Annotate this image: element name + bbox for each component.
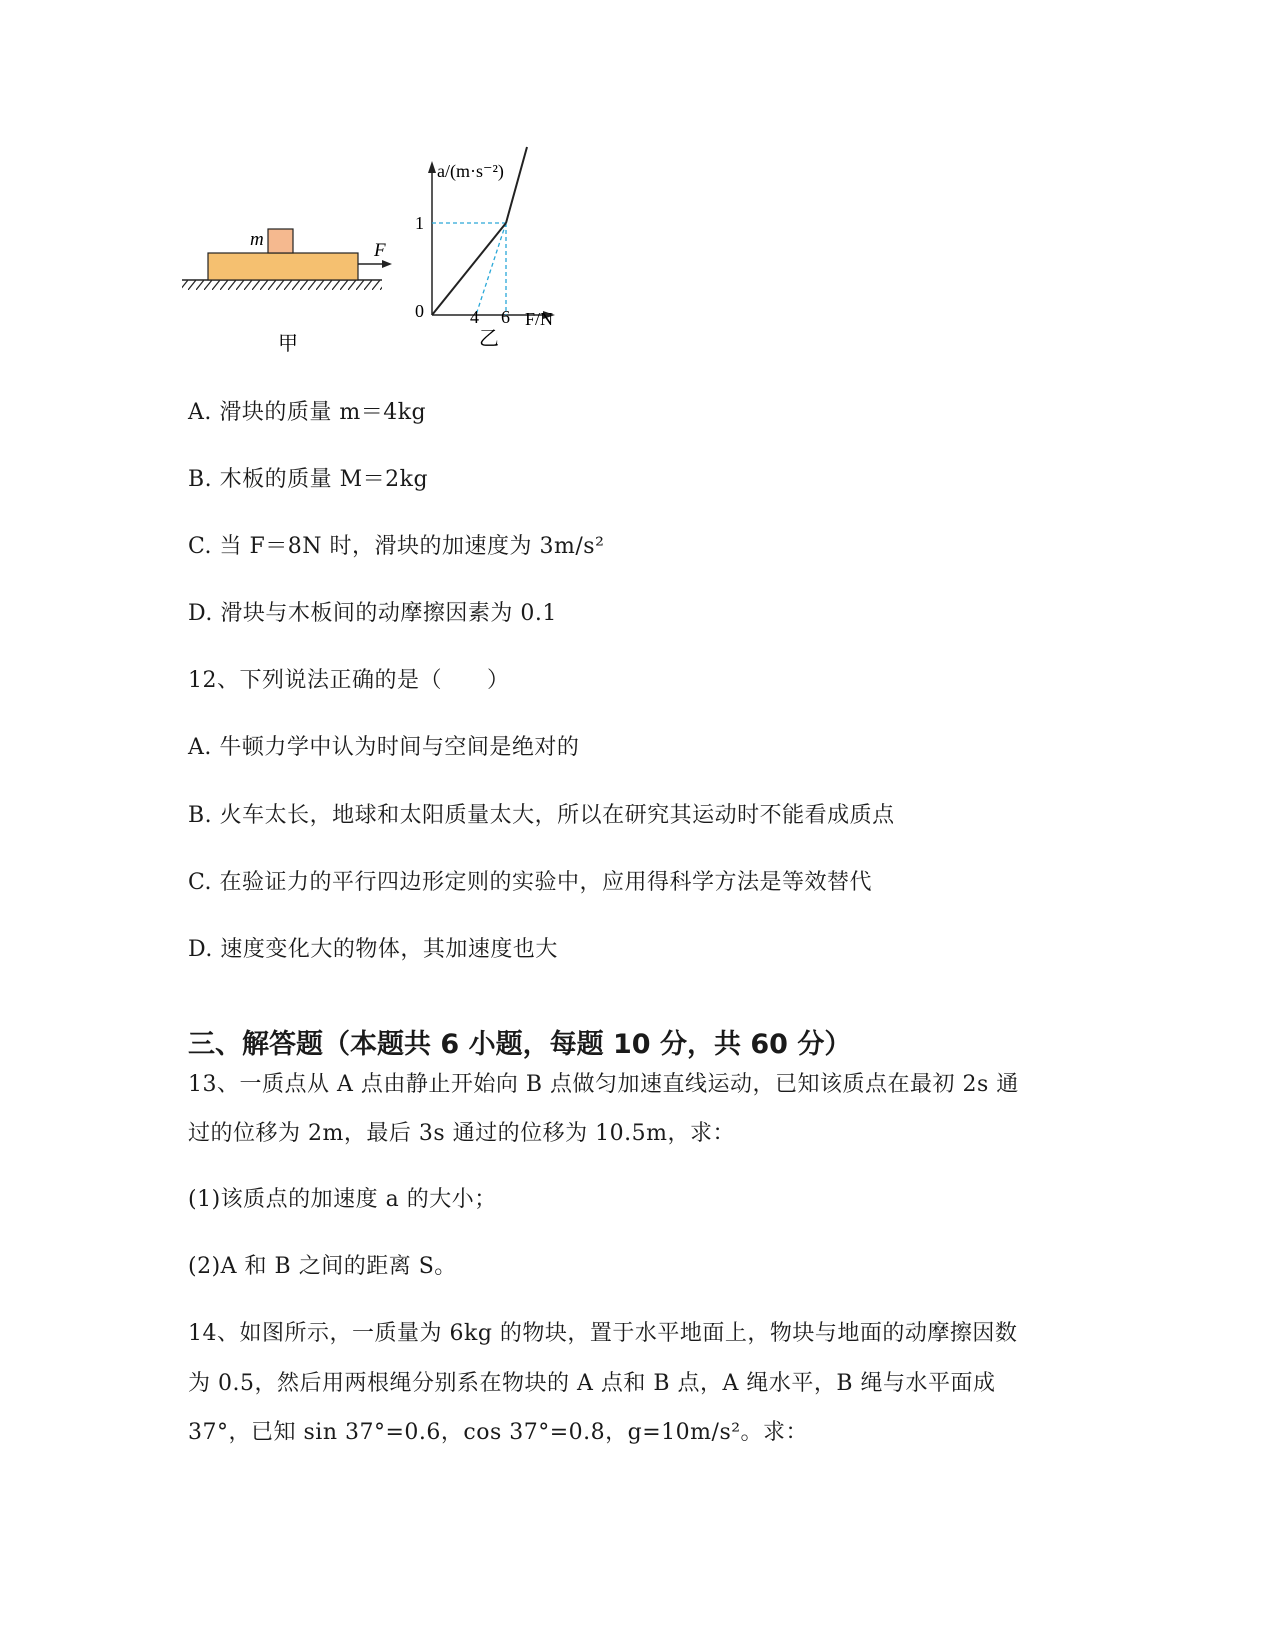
- figure-jia: [180, 220, 410, 360]
- graph-segment-2: [506, 147, 527, 223]
- force-label: F: [374, 240, 386, 261]
- mass-label: m: [250, 229, 264, 250]
- q11-option-d: D. 滑块与木板间的动摩擦因素为 0.1: [188, 601, 557, 626]
- q13-sub-1: (1)该质点的加速度 a 的大小；: [188, 1187, 497, 1212]
- slider-block: [268, 229, 293, 253]
- origin-label: 0: [415, 301, 424, 321]
- y-axis-arrowhead: [428, 161, 436, 173]
- q13-line-1: 13、一质点从 A 点由静止开始向 B 点做匀加速直线运动，已知该质点在最初 2s 通: [188, 1072, 1019, 1097]
- figure-yi-graph: [405, 145, 585, 360]
- x-tick-6: 6: [501, 307, 510, 327]
- q11-option-c: C. 当 F＝8N 时，滑块的加速度为 3m/s²: [188, 534, 605, 559]
- q14-line-1: 14、如图所示，一质量为 6kg 的物块，置于水平地面上，物块与地面的动摩擦因数: [188, 1321, 1018, 1346]
- q12-stem: 12、下列说法正确的是（ ）: [188, 668, 510, 693]
- x-axis-label: F/N: [525, 309, 554, 329]
- figure-yi-caption: 乙: [479, 328, 499, 350]
- figure-jia-caption: 甲: [278, 333, 298, 355]
- q13-sub-2: (2)A 和 B 之间的距离 S。: [188, 1254, 457, 1279]
- q11-option-a: A. 滑块的质量 m＝4kg: [188, 400, 427, 425]
- q14-line-2: 为 0.5，然后用两根绳分别系在物块的 A 点和 B 点，A 绳水平，B 绳与水平面成: [188, 1371, 996, 1396]
- guide-extension: [476, 223, 506, 315]
- q11-option-b: B. 木板的质量 M＝2kg: [188, 467, 429, 492]
- board: [208, 253, 358, 280]
- q12-option-b: B. 火车太长，地球和太阳质量太大，所以在研究其运动时不能看成质点: [188, 803, 895, 828]
- y-tick-1: 1: [415, 213, 424, 233]
- force-arrowhead: [382, 260, 392, 268]
- x-tick-4: 4: [470, 307, 479, 327]
- q13-line-2: 过的位移为 2m，最后 3s 通过的位移为 10.5m，求：: [188, 1121, 735, 1146]
- q12-option-d: D. 速度变化大的物体，其加速度也大: [188, 937, 558, 962]
- q12-option-a: A. 牛顿力学中认为时间与空间是绝对的: [188, 735, 580, 760]
- section-3-heading: 三、解答题（本题共 6 小题，每题 10 分，共 60 分）: [188, 1029, 852, 1060]
- q12-option-c: C. 在验证力的平行四边形定则的实验中，应用得科学方法是等效替代: [188, 870, 873, 895]
- graph-segment-1: [432, 223, 506, 315]
- q14-line-3: 37°，已知 sin 37°=0.6，cos 37°=0.8，g=10m/s²。求：: [188, 1420, 809, 1445]
- ground-hatch: [182, 280, 382, 290]
- y-axis-label: a/(m·s⁻²): [437, 161, 504, 181]
